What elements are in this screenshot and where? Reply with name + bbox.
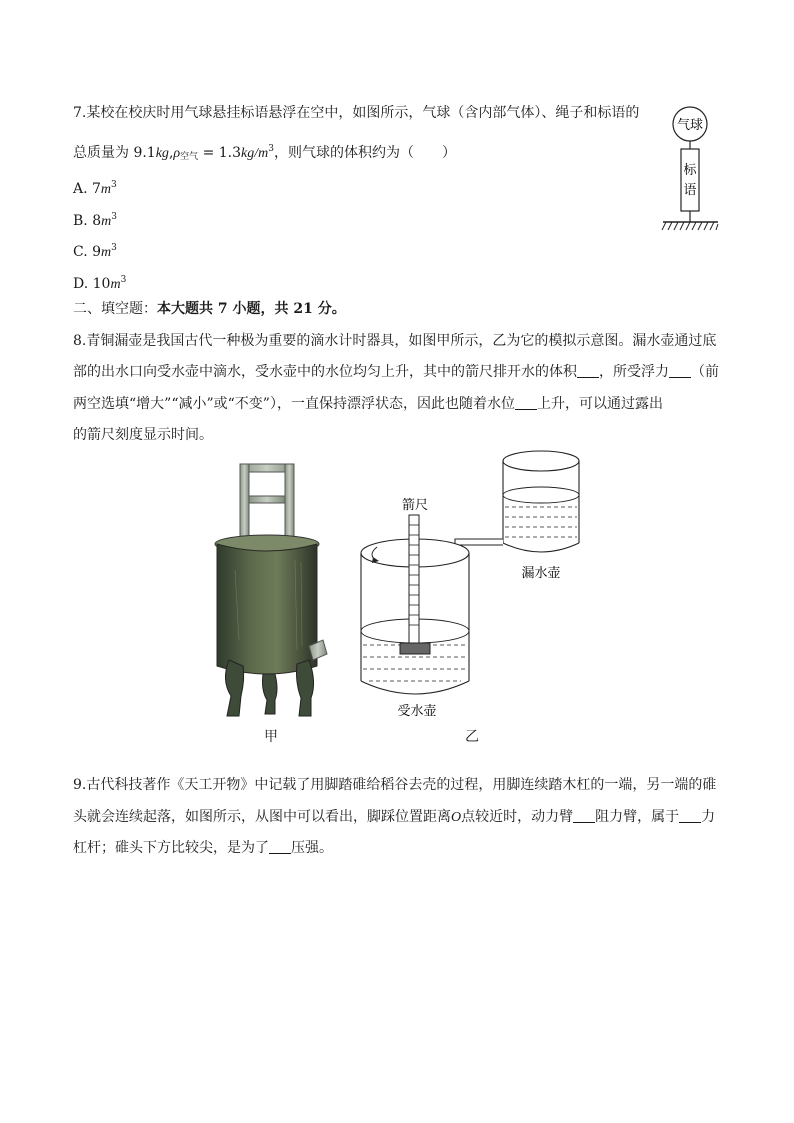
q8-schematic-diagram xyxy=(355,445,590,725)
q7-density-value: = 1.3 xyxy=(198,145,242,161)
q7-balloon-figure xyxy=(658,104,724,236)
section-2-prefix: 二、填空题： xyxy=(73,301,157,317)
q9-line-2: 头就会连续起落，如图所示，从图中可以看出，脚踩位置距离O点较近时，动力臂 阻力臂，属于 力 xyxy=(73,809,716,825)
label-drain-pot: 漏水壶 xyxy=(521,566,561,581)
q7-line-1: 7.某校在校庆时用气球悬挂标语悬浮在空中，如图所示，气球（含内部气体）、绳子和标语的 xyxy=(73,105,640,121)
q7-line-2: 总质量为 $9.1kg,\rho_{空气} = 1.3kg/m^3$，则气球的体积约为（ ） xyxy=(73,144,456,162)
float-block xyxy=(400,643,430,654)
q7-mass-text: 总质量为 9.1 xyxy=(73,145,156,161)
q7-density-exp: 3 xyxy=(268,144,274,154)
balloon-label: 气球 xyxy=(676,118,704,133)
section-2-heading xyxy=(73,299,346,319)
q9-blank-1 xyxy=(573,808,595,823)
section-2-bold: 本大题共 7 小题，共 21 分。 xyxy=(157,301,346,317)
banner-char-1: 标 xyxy=(683,163,697,178)
q8-bronze-clock-photo xyxy=(205,460,335,722)
drain-pot xyxy=(503,451,579,552)
label-receive-pot: 受水壶 xyxy=(397,704,437,719)
q7-mass-unit: kg xyxy=(155,146,169,161)
q8-caption-b: 乙 xyxy=(465,729,479,745)
q8-blank-2 xyxy=(669,363,691,378)
q8-line-3: 两空选填“增大”“减小”或“不变”），一直保持漂浮状态，因此也随着水位 上升，可以通过露出 xyxy=(73,396,663,412)
q7-option-d: D. $10m^3$ xyxy=(73,275,127,292)
q8-caption-a: 甲 xyxy=(264,729,278,745)
q7-rho-symbol: ρ xyxy=(173,146,181,161)
clock-handle xyxy=(240,464,294,538)
q9-blank-3 xyxy=(269,839,291,854)
q7-question-end: ，则气球的体积约为（ ） xyxy=(274,145,456,161)
banner-shape xyxy=(681,149,699,211)
clock-body xyxy=(217,544,317,674)
ground-hatch xyxy=(662,222,718,230)
q9-point-o: O xyxy=(451,810,462,825)
q9-line-3: 杠杆；碓头下方比较尖，是为了 压强。 xyxy=(73,840,333,856)
q7-option-b: B. $8m^3$ xyxy=(73,212,117,229)
q8-line-2: 部的出水口向受水壶中滴水，受水壶中的水位均匀上升，其中的箭尺排开水的体积 ，所受浮力 （前 xyxy=(73,364,719,380)
q7-rho-subscript: 空气 xyxy=(180,152,199,162)
q7-option-a: A. $7m^3$ xyxy=(73,180,117,197)
q8-blank-3 xyxy=(515,395,537,410)
arrow-ruler xyxy=(400,515,430,654)
label-arrow-ruler: 箭尺 xyxy=(401,498,429,513)
q8-blank-1 xyxy=(577,363,599,378)
q9-line-1: 9.古代科技著作《天工开物》中记载了用脚踏碓给稻谷去壳的过程，用脚连续踏木杠的一端，另一端的碓 xyxy=(73,777,717,793)
q8-line-1: 8.青铜漏壶是我国古代一种极为重要的滴水计时器具，如图甲所示，乙为它的模拟示意图。漏水壶通过底 xyxy=(73,333,717,349)
banner-char-2: 语 xyxy=(683,183,697,198)
q8-line-4: 的箭尺刻度显示时间。 xyxy=(73,427,213,443)
q7-option-c: C. $9m^3$ xyxy=(73,243,117,260)
q7-density-unit: kg/m xyxy=(241,146,269,161)
q9-blank-2 xyxy=(679,808,701,823)
